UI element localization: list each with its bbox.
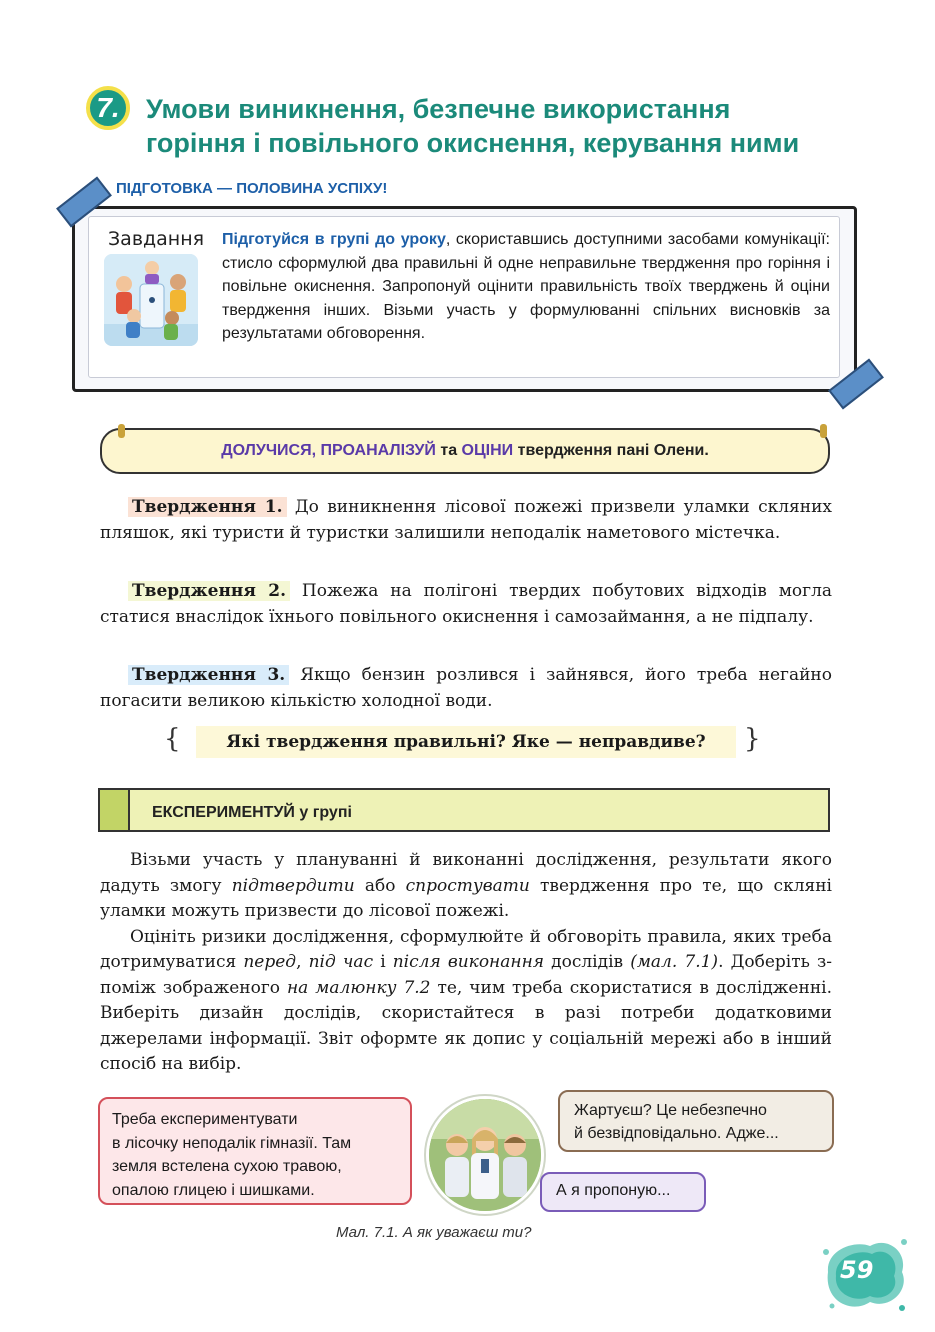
statement-2	[100, 578, 832, 630]
bubble-line: опалою глицею і шишками.	[112, 1181, 315, 1199]
statement-text: До виникнення лісової пожежі призвели уламки скляних пляшок, які туристи й туристки залишили неподалік наметового містечка.	[100, 497, 832, 543]
preparation-heading: ПІДГОТОВКА — ПОЛОВИНА УСПІХУ!	[116, 180, 388, 197]
task-text	[222, 228, 830, 346]
statement-text: Якщо бензин розлився і зайнявся, його треба негайно погасити великою кількістю холодної води.	[100, 665, 832, 711]
statement-1	[100, 494, 832, 546]
italic-run: під час	[308, 952, 374, 972]
experiment-text	[100, 848, 832, 1078]
italic-run: підтвердити	[231, 875, 355, 896]
students-photo	[426, 1096, 544, 1214]
bubble-line: Жартуєш? Це небезпечно	[574, 1102, 767, 1119]
task-label: Завдання	[108, 228, 205, 250]
figure-reference: на малюнку 7.2	[286, 977, 431, 998]
experiment-paragraph-2	[100, 925, 832, 1078]
statement-label: Твердження 2.	[128, 581, 290, 601]
curly-brace-icon: }	[744, 724, 761, 754]
bubble-line: й безвідповідально. Адже...	[574, 1125, 779, 1142]
section-number-badge	[86, 86, 130, 130]
children-illustration-icon	[104, 254, 198, 346]
banner-word-3: ОЦІНИ	[461, 442, 514, 459]
task-bold-text: Підготуйся в групі до уроку	[222, 231, 446, 248]
page-title	[146, 92, 866, 160]
bubble-line: в лісочку неподалік гімназії. Там	[112, 1134, 352, 1152]
banner-word-4: твердження пані Олени.	[513, 442, 709, 459]
title-line-1: Умови виникнення, безпечне використання	[146, 94, 731, 124]
text-run: дослідів	[544, 952, 631, 972]
title-line-2: горіння і повільного окиснення, керування ними	[146, 128, 800, 158]
text-run: ,	[296, 952, 309, 972]
statement-label: Твердження 3.	[128, 665, 289, 685]
students-photo-icon	[429, 1099, 541, 1211]
statement-text: Пожежа на полігоні твердих побутових відходів могла статися внаслідок їхнього повільного окиснення і самозаймання, а не підпалу.	[100, 581, 833, 627]
experiment-bar-side	[98, 788, 130, 832]
italic-run: спростувати	[405, 875, 530, 896]
italic-run: перед	[243, 952, 297, 972]
text-run: твердження про те, що скляні уламки можуть призвести до лісової пожежі.	[100, 875, 832, 921]
experiment-paragraph-1	[100, 848, 832, 925]
text-run: . Доберіть з-поміж зображеного	[100, 952, 833, 998]
analyze-banner	[100, 428, 830, 474]
text-run: і	[373, 952, 393, 972]
text-run: те, чим треба скористатися в дослідженні. Виберіть дизайн дослідів, скористайтеся в разі потреби додатковими джерелами інформації. Звіт оформте як допис у соціальній мережі або в інший спосіб на вибір.	[100, 977, 832, 1074]
figure-reference: (мал. 7.1)	[630, 952, 719, 972]
scroll-pin	[820, 424, 827, 438]
task-rest-text: , скориставшись доступними засобами комунікації: стисло сформулюй два правильні й одне неправильне твердження про горіння і повільне окиснення. Запропонуй оцінити правильність твоїх тверджень й оціни твердження інших. Візьми участь у формулюванні спільних висновків за результатами обговорення.	[222, 231, 830, 343]
banner-word-2: та	[435, 442, 462, 459]
speech-bubble-left	[98, 1097, 412, 1205]
children-illustration	[104, 254, 198, 346]
page-number: 59	[840, 1256, 874, 1284]
experiment-label: ЕКСПЕРИМЕНТУЙ у групі	[152, 804, 352, 821]
bubble-line: Треба експериментувати	[112, 1111, 298, 1128]
curly-brace-icon: {	[164, 724, 181, 754]
figure-caption: Мал. 7.1. А як уважаєш ти?	[336, 1224, 532, 1241]
text-run: або	[354, 875, 406, 896]
speech-bubble-bottom-right: А я пропоную...	[540, 1172, 706, 1212]
text-run: Візьми участь у плануванні й виконанні дослідження, результати якого дадуть змогу	[100, 850, 832, 896]
statement-label: Твердження 1.	[128, 497, 287, 517]
banner-word-1: ДОЛУЧИСЯ, ПРОАНАЛІЗУЙ	[221, 442, 436, 459]
italic-run: після виконання	[392, 952, 545, 972]
statement-3	[100, 662, 832, 714]
question-box: Які твердження правильні? Яке — неправдиве?	[196, 726, 736, 758]
scroll-pin	[118, 424, 125, 438]
section-number: 7.	[96, 92, 120, 123]
text-run: Оцініть ризики дослідження, сформулюйте й обговоріть правила, яких треба дотримуватися	[100, 926, 832, 972]
bubble-line: земля встелена сухою травою,	[112, 1158, 342, 1175]
speech-bubble-top-right	[558, 1090, 834, 1152]
